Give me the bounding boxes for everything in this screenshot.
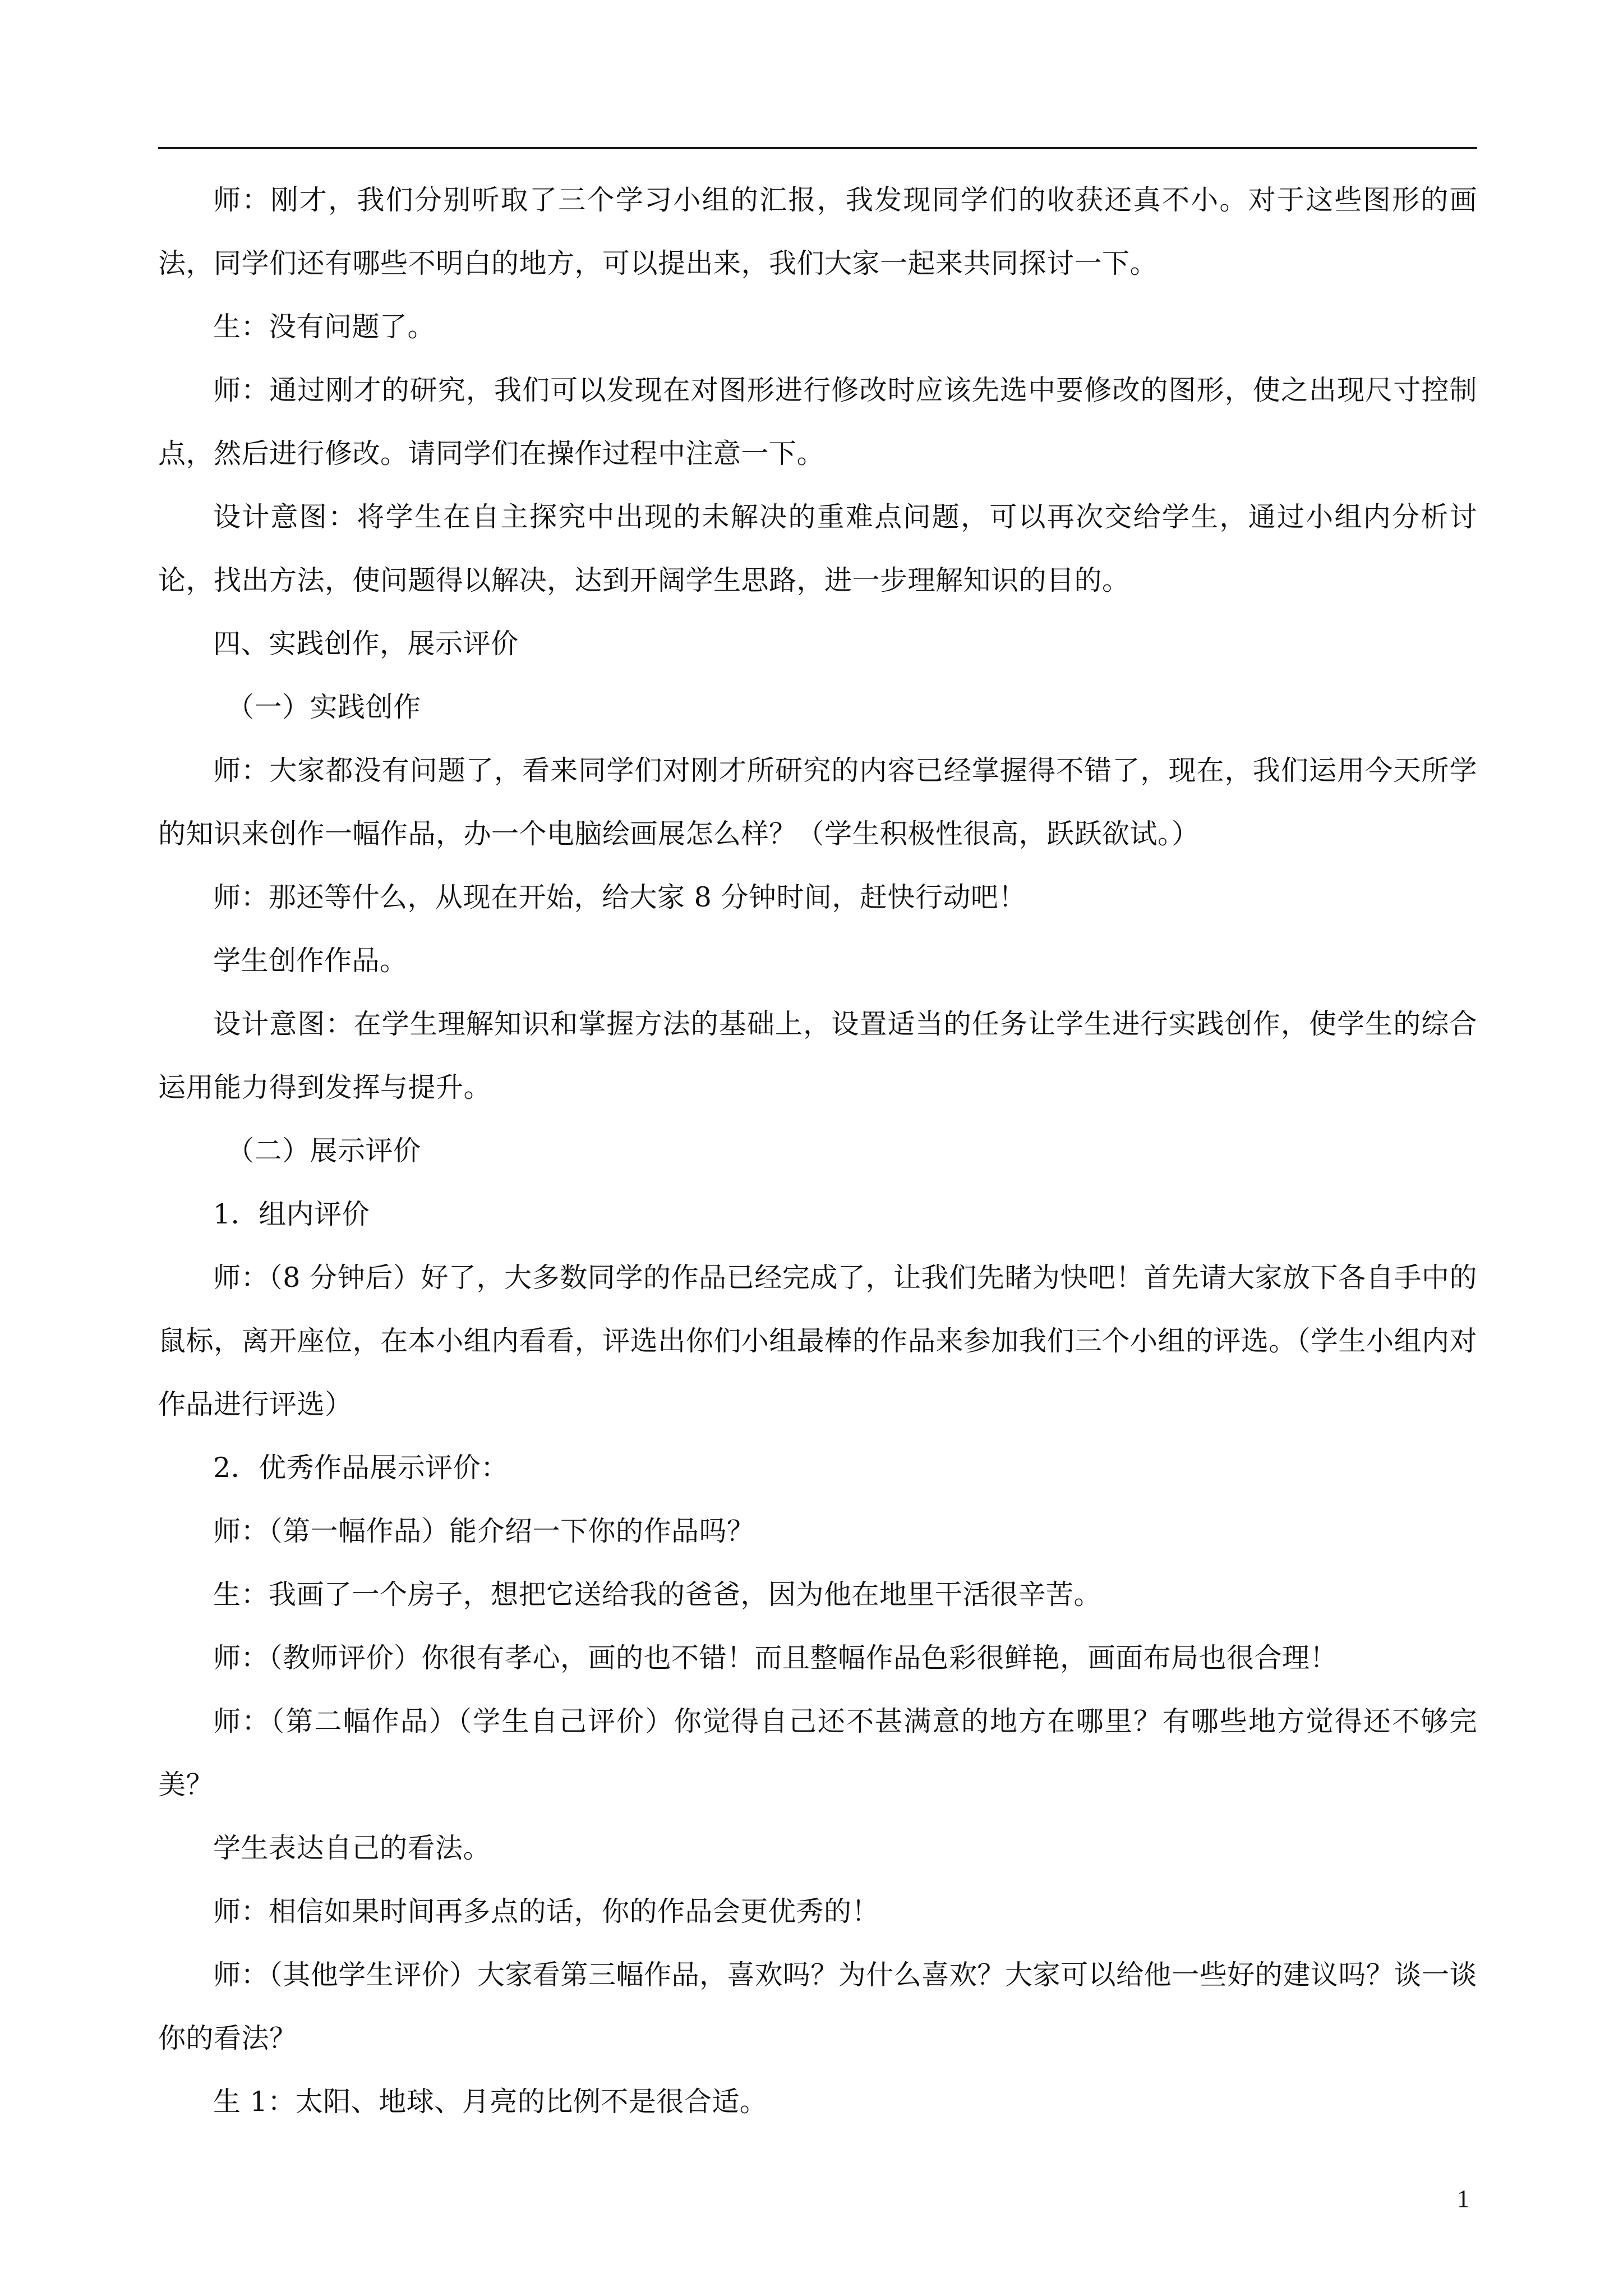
paragraph: 师：那还等什么，从现在开始，给大家 8 分钟时间，赶快行动吧！ xyxy=(213,881,1026,913)
paragraph: 生 1：太阳、地球、月亮的比例不是很合适。 xyxy=(213,2086,768,2118)
paragraph: 师：大家都没有问题了，看来同学们对刚才所研究的内容已经掌握得不错了，现在，我们运用今天所学的知识来创作一幅作品，办一个电脑绘画展怎么样？（学生积极性很高，跃跃欲试。） xyxy=(158,754,1477,850)
page-number: 1 xyxy=(1457,2185,1469,2212)
list-heading: 1．组内评价 xyxy=(213,1198,370,1230)
paragraph: 设计意图：在学生理解知识和掌握方法的基础上，设置适当的任务让学生进行实践创作，使学生的综合运用能力得到发挥与提升。 xyxy=(158,1008,1477,1103)
paragraph: 师：（其他学生评价）大家看第三幅作品，喜欢吗？为什么喜欢？大家可以给他一些好的建议吗？谈一谈你的看法？ xyxy=(158,1959,1477,2054)
paragraph: 师：（8 分钟后）好了，大多数同学的作品已经完成了，让我们先睹为快吧！首先请大家放下各自手中的鼠标，离开座位，在本小组内看看，评选出你们小组最棒的作品来参加我们三个小组的评选。（学生小组内对作品进行评选） xyxy=(158,1262,1477,1420)
header-rule xyxy=(158,147,1477,149)
paragraph: 生：没有问题了。 xyxy=(213,311,436,343)
paragraph: 师：（第一幅作品）能介绍一下你的作品吗？ xyxy=(213,1515,755,1547)
paragraph: 学生表达自己的看法。 xyxy=(213,1832,491,1864)
subsection-heading: （一）实践创作 xyxy=(227,691,421,723)
paragraph: 师：通过刚才的研究，我们可以发现在对图形进行修改时应该先选中要修改的图形，使之出现尺寸控制点，然后进行修改。请同学们在操作过程中注意一下。 xyxy=(158,374,1477,470)
paragraph: 学生创作作品。 xyxy=(213,945,408,977)
paragraph: 生：我画了一个房子，想把它送给我的爸爸，因为他在地里干活很辛苦。 xyxy=(213,1579,1102,1611)
body-text xyxy=(158,168,1477,2133)
paragraph: 师：刚才，我们分别听取了三个学习小组的汇报，我发现同学们的收获还真不小。对于这些图形的画法，同学们还有哪些不明白的地方，可以提出来，我们大家一起来共同探讨一下。 xyxy=(158,184,1477,279)
subsection-heading: （二）展示评价 xyxy=(227,1135,421,1167)
section-heading: 四、实践创作，展示评价 xyxy=(213,628,519,660)
list-heading: 2．优秀作品展示评价： xyxy=(213,1452,509,1484)
paragraph: 师：（教师评价）你很有孝心，画的也不错！而且整幅作品色彩很鲜艳，画面布局也很合理！ xyxy=(213,1642,1338,1674)
paragraph: 师：（第二幅作品）（学生自己评价）你觉得自己还不甚满意的地方在哪里？有哪些地方觉得还不够完美？ xyxy=(158,1705,1477,1801)
paragraph: 设计意图：将学生在自主探究中出现的未解决的重难点问题，可以再次交给学生，通过小组内分析讨论，找出方法，使问题得以解决，达到开阔学生思路，进一步理解知识的目的。 xyxy=(158,501,1477,596)
paragraph: 师：相信如果时间再多点的话，你的作品会更优秀的！ xyxy=(213,1895,880,1927)
